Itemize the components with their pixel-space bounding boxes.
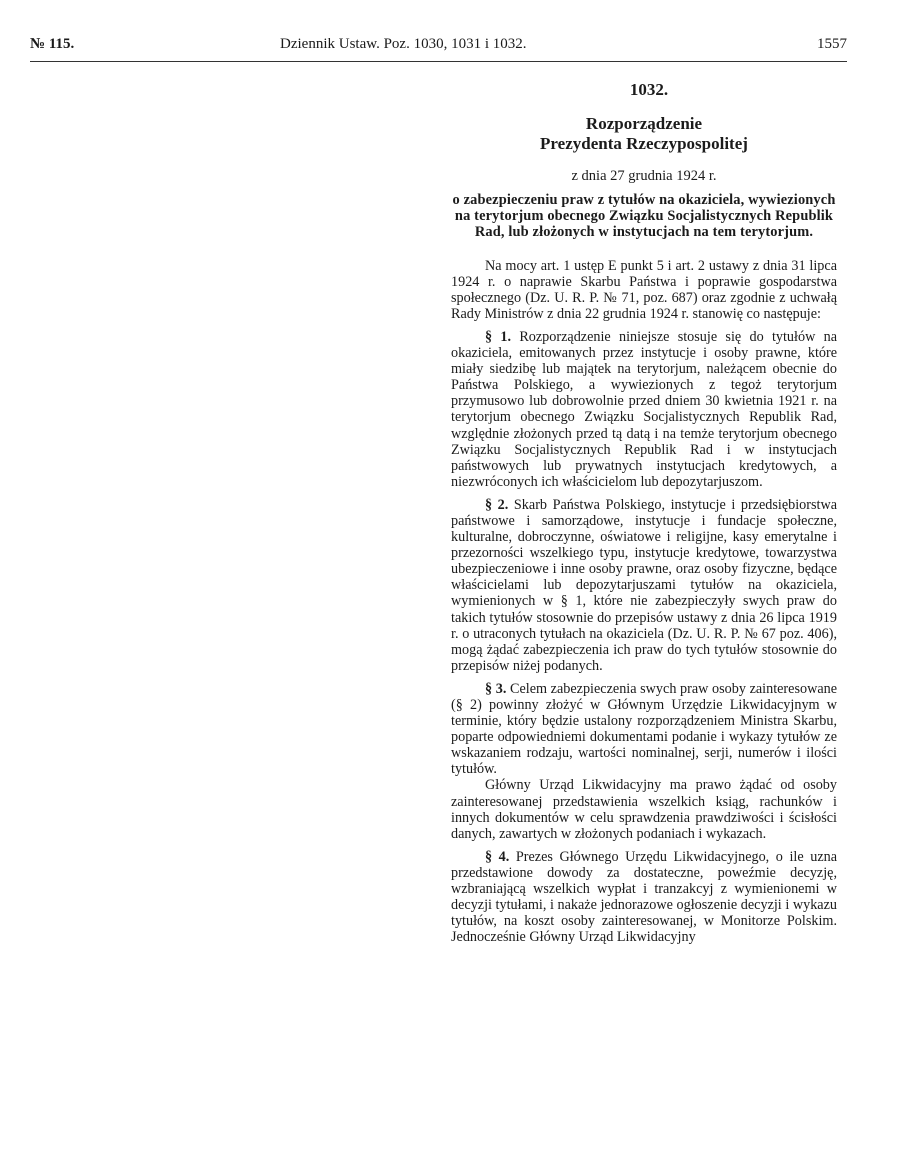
section-3-paragraph-2 bbox=[451, 777, 837, 841]
section-sign: § 3. bbox=[485, 680, 507, 697]
section-text: Skarb Państwa Polskiego, instytucje i przedsiębiorstwa państwowe i samorządowe, instytucje i fundacje społeczne, kulturalne, dobroczynne, oświatowe i religijne, kasy emerytalne i przezorności wszelkiego typu, instytucje kredytowe, towarzystwa ubezpieczeniowe i inne osoby prawne, oraz osoby fizyczne, będące właścicielami lub depozytarjuszami tytułów na okaziciela, wymienionych w § 1, które nie zabezpieczyły swych praw do takich tytułów stosownie do przepisów ustawy z dnia 26 lipca 1919 r. o utraconych tytułach na okaziciela (Dz. U. R. P. № 67 poz. 406), mogą żądać zabezpieczenia ich praw do tych tytułów stosownie do przepisów niżej podanych. bbox=[451, 496, 838, 674]
section-text: Główny Urząd Likwidacyjny ma prawo żądać od osoby zainteresowanej przedstawienia wszelkich ksiąg, rachunków i innych dokumentów w celu sprawdzenia prawdziwości i ścisłości danych, zawartych w złożonych podaniach i wykazach. bbox=[451, 777, 837, 842]
page-number: 1557 bbox=[817, 36, 847, 52]
section-text: Rozporządzenie niniejsze stosuje się do tytułów na okaziciela, emitowanych przez instytucje i osoby prawne, które miały siedzibę lub majątek na terytorjum, należącem obecnie do Państwa Polskiego, a wywiezionych z tegoż terytorjum przymusowo lub dobrowolnie przed dniem 30 kwietnia 1921 r. na terytorjum obecnego Związku Socjalistycznych Republik Rad, względnie złożonych przed tą datą i na temże terytorjum obecnego Związku Socjalistycznych Republik Rad i w instytucjach państwowych lub prywatnych instytucjach kredytowych, a niezwróconych ich właścicielom lub depozytarjuszom. bbox=[451, 328, 837, 490]
section-1 bbox=[451, 329, 837, 490]
title-line-2: Prezydenta Rzeczypospolitej bbox=[540, 134, 748, 154]
page-header bbox=[30, 36, 847, 56]
journal-reference: Dziennik Ustaw. Poz. 1030, 1031 i 1032. bbox=[280, 36, 527, 52]
preamble: Na mocy art. 1 ustęp E punkt 5 i art. 2 ustawy z dnia 31 lipca 1924 r. o naprawie Skarbu Państwa i poprawie gospodarstwa społecznego (Dz. U. R. P. № 71, poz. 687) oraz zgodnie z uchwałą Rady Ministrów z dnia 22 grudnia 1924 r. stanowię co następuje: bbox=[451, 257, 837, 322]
position-number: 1032. bbox=[629, 80, 669, 99]
header-rule bbox=[30, 61, 847, 62]
section-text: Celem zabezpieczenia swych praw osoby zainteresowane (§ 2) powinny złożyć w Głównym Urzędzie Likwidacyjnym w terminie, który będzie ustalony rozporządzeniem Ministra Skarbu, poparte odpowiedniemi dokumentami podanie i wykazy tytułów ze wskazaniem rodzaju, wartości nominalnej, serji, numerów i ilości tytułów. bbox=[451, 680, 838, 778]
section-text: Prezes Głównego Urzędu Likwidacyjnego, o ile uzna przedstawione dowody za dostateczne, poweźmie decyzję, wzbraniającą wszelkich wypłat i tranzakcyj z wymienionemi w decyzji tytułami, i nakaże jednorazowe ogłoszenie decyzji i wykazu tytułów, na koszt osoby zainteresowanej, w Monitorze Polskim. Jednocześnie Główny Urząd Likwidacyjny bbox=[451, 848, 838, 946]
section-4 bbox=[451, 849, 837, 946]
section-3 bbox=[451, 681, 837, 778]
section-2 bbox=[451, 497, 837, 674]
document-subject: o zabezpieczeniu praw z tytułów na okaziciela, wywiezionych na terytorjum obecnego Związku Socjalistycznych Republik Rad, lub złożonych w instytucjach na tem terytorjum. bbox=[452, 192, 836, 240]
text-column bbox=[451, 82, 837, 945]
document-title bbox=[451, 114, 837, 154]
title-line-1: Rozporządzenie bbox=[585, 114, 703, 134]
section-sign: § 1. bbox=[485, 328, 512, 345]
section-sign: § 2. bbox=[485, 496, 509, 513]
section-sign: § 4. bbox=[485, 848, 510, 865]
issue-number: № 115. bbox=[30, 36, 75, 52]
document-date: z dnia 27 grudnia 1924 r. bbox=[571, 168, 717, 185]
